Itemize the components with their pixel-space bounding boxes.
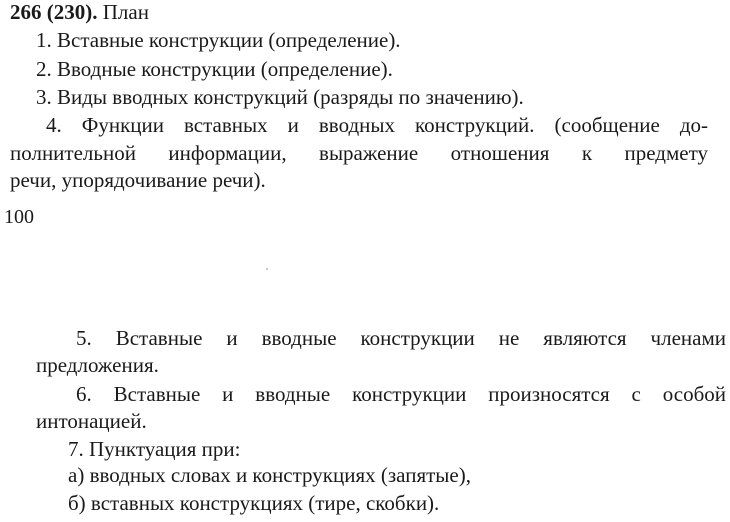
plan-item-3: 3. Виды вводных конструкций (разряды по значению). <box>36 85 524 109</box>
plan-item-2: 2. Вводные конструкции (определение). <box>36 57 393 81</box>
plan-item-7b: б) вставных конструкциях (тире, скобки). <box>68 491 440 515</box>
exercise-title: План <box>102 0 149 24</box>
page-number: 100 <box>4 206 34 228</box>
plan-item-4-line-1: 4. Функции вставных и вводных конструкций. (сообщение до- <box>46 113 708 137</box>
plan-item-5-line-2: предложения. <box>36 353 159 377</box>
plan-item-7a: а) вводных словах и конструкциях (запятые), <box>68 463 471 487</box>
plan-item-5-line-1: 5. Вставные и вводные конструкции не являются членами <box>76 326 726 350</box>
scan-speck <box>266 268 268 270</box>
exercise-number: 266 (230). <box>10 0 98 24</box>
plan-item-6-line-1: 6. Вставные и вводные конструкции произносятся с особой <box>76 382 726 406</box>
plan-item-6-line-2: интонацией. <box>36 409 147 433</box>
plan-item-4-line-3: речи, упорядочивание речи). <box>10 168 266 192</box>
plan-item-7: 7. Пунктуация при: <box>68 437 241 461</box>
plan-item-4-line-2: полнительной информации, выражение отношения к предмету <box>10 141 708 165</box>
plan-item-1: 1. Вставные конструкции (определение). <box>36 28 401 52</box>
exercise-heading <box>10 0 149 24</box>
